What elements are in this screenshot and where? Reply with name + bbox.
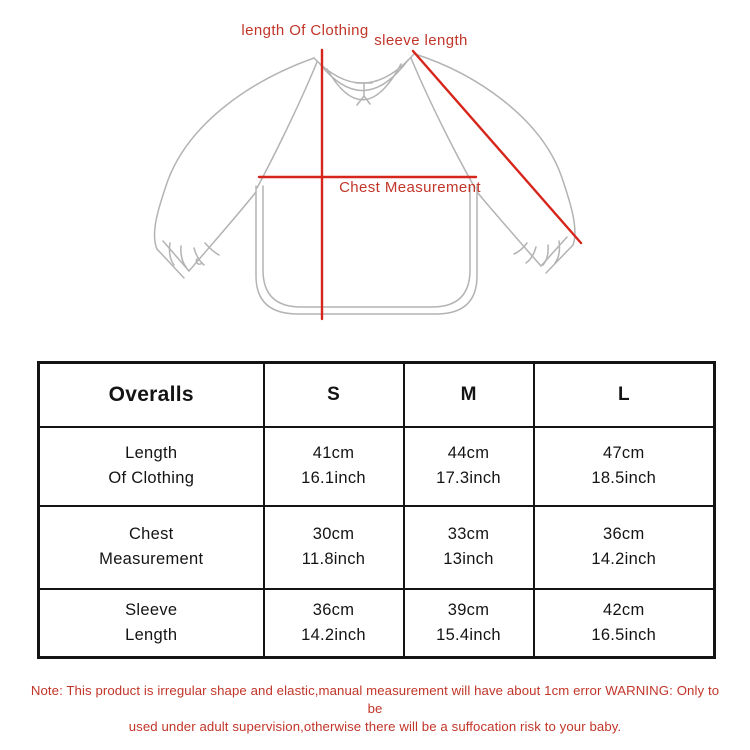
cell-length-l: 47cm 18.5inch xyxy=(534,427,715,506)
cell-sleeve-l: 42cm 16.5inch xyxy=(534,589,715,658)
size-table-header-row xyxy=(39,363,715,427)
label-sleeve-length: sleeve length xyxy=(374,32,468,49)
cell-chest-l: 36cm 14.2inch xyxy=(534,506,715,589)
cell-sleeve-m: 39cm 15.4inch xyxy=(404,589,534,658)
table-row-length xyxy=(39,427,715,506)
header-size-m: M xyxy=(404,363,534,427)
row-label: Sleeve Length xyxy=(39,589,264,658)
row-label: Chest Measurement xyxy=(39,506,264,589)
table-row-chest xyxy=(39,506,715,589)
warning-note xyxy=(25,682,725,736)
table-row-sleeve xyxy=(39,589,715,658)
size-table xyxy=(37,361,716,659)
cell-length-s: 41cm 16.1inch xyxy=(264,427,404,506)
header-size-l: L xyxy=(534,363,715,427)
cell-chest-s: 30cm 11.8inch xyxy=(264,506,404,589)
garment-diagram xyxy=(0,0,750,352)
cell-sleeve-s: 36cm 14.2inch xyxy=(264,589,404,658)
sleeve-measure-line xyxy=(413,51,581,243)
label-length-of-clothing: length Of Clothing xyxy=(241,22,369,39)
cell-chest-m: 33cm 13inch xyxy=(404,506,534,589)
warning-note-line2: used under adult supervision,otherwise there will be a suffocation risk to your baby. xyxy=(128,719,622,734)
warning-note-line1: Note: This product is irregular shape and elastic,manual measurement will have about 1cm error WARNING: Only to be xyxy=(30,683,720,716)
header-size-s: S xyxy=(264,363,404,427)
cell-length-m: 44cm 17.3inch xyxy=(404,427,534,506)
row-label: Length Of Clothing xyxy=(39,427,264,506)
label-chest-measurement: Chest Measurement xyxy=(339,179,481,196)
header-overalls: Overalls xyxy=(39,363,264,427)
